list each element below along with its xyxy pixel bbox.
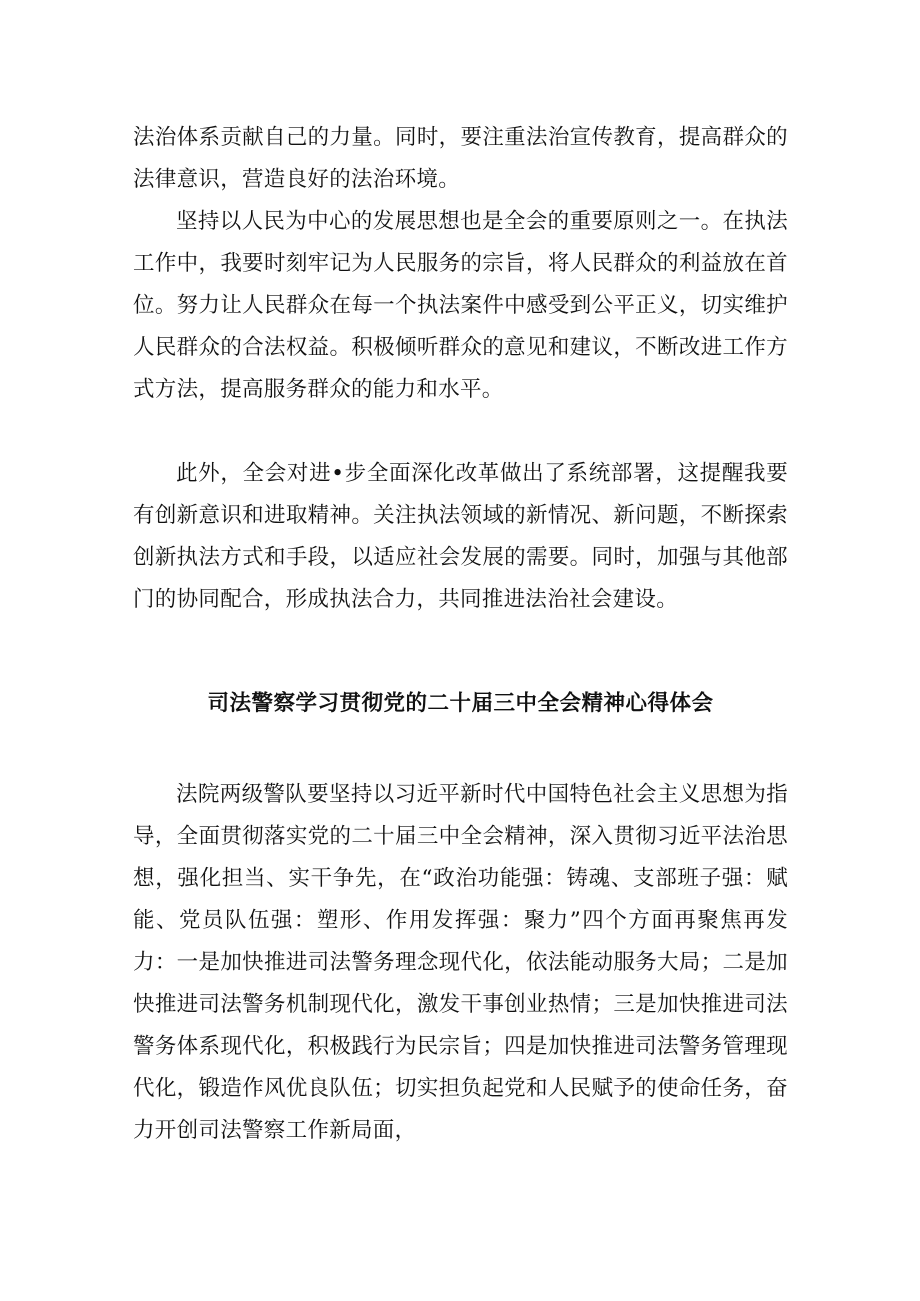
paragraph-people-centered: 坚持以人民为中心的发展思想也是全会的重要原则之一。在执法工作中，我要时刻牢记为人民服务的宗旨，将人民群众的利益放在首位。努力让人民群众在每一个执法案件中感受到公平正义，切实维护人民群众的合法权益。积极倾听群众的意见和建议，不断改进工作方式方法，提高服务群众的能力和水平。 (133, 209, 788, 402)
paragraph-reform-innovation: 此外，全会对进•步全面深化改革做出了系统部署，这提醒我要有创新意识和进取精神。关注执法领域的新情况、新问题，不断探索创新执法方式和手段，以适应社会发展的需要。同时，加强与其他部门的协同配合，形成执法合力，共同推进法治社会建设。 (133, 461, 788, 612)
section-title: 司法警察学习贯彻党的二十届三中全会精神心得体会 (207, 691, 714, 716)
paragraph-judicial-police: 法院两级警队要坚持以习近平新时代中国特色社会主义思想为指导，全面贯彻落实党的二十届三中全会精神，深入贯彻习近平法治思想，强化担当、实干争先，在“政治功能强：铸魂、支部班子强：赋能、党员队伍强：塑形、作用发挥强：聚力”四个方面再聚焦再发力：一是加快推进司法警务理念现代化，依法能动服务大局；二是加快推进司法警务机制现代化，激发干事创业热情；三是加快推进司法警务体系现代化，积极践行为民宗旨；四是加快推进司法警务管理现代化，锻造作风优良队伍；切实担负起党和人民赋予的使命任务，奋力开创司法警察工作新局面， (133, 782, 788, 1143)
paragraph-continuation: 法治体系贡献自己的力量。同时，要注重法治宣传教育，提高群众的法律意识，营造良好的法治环境。 (133, 125, 788, 192)
